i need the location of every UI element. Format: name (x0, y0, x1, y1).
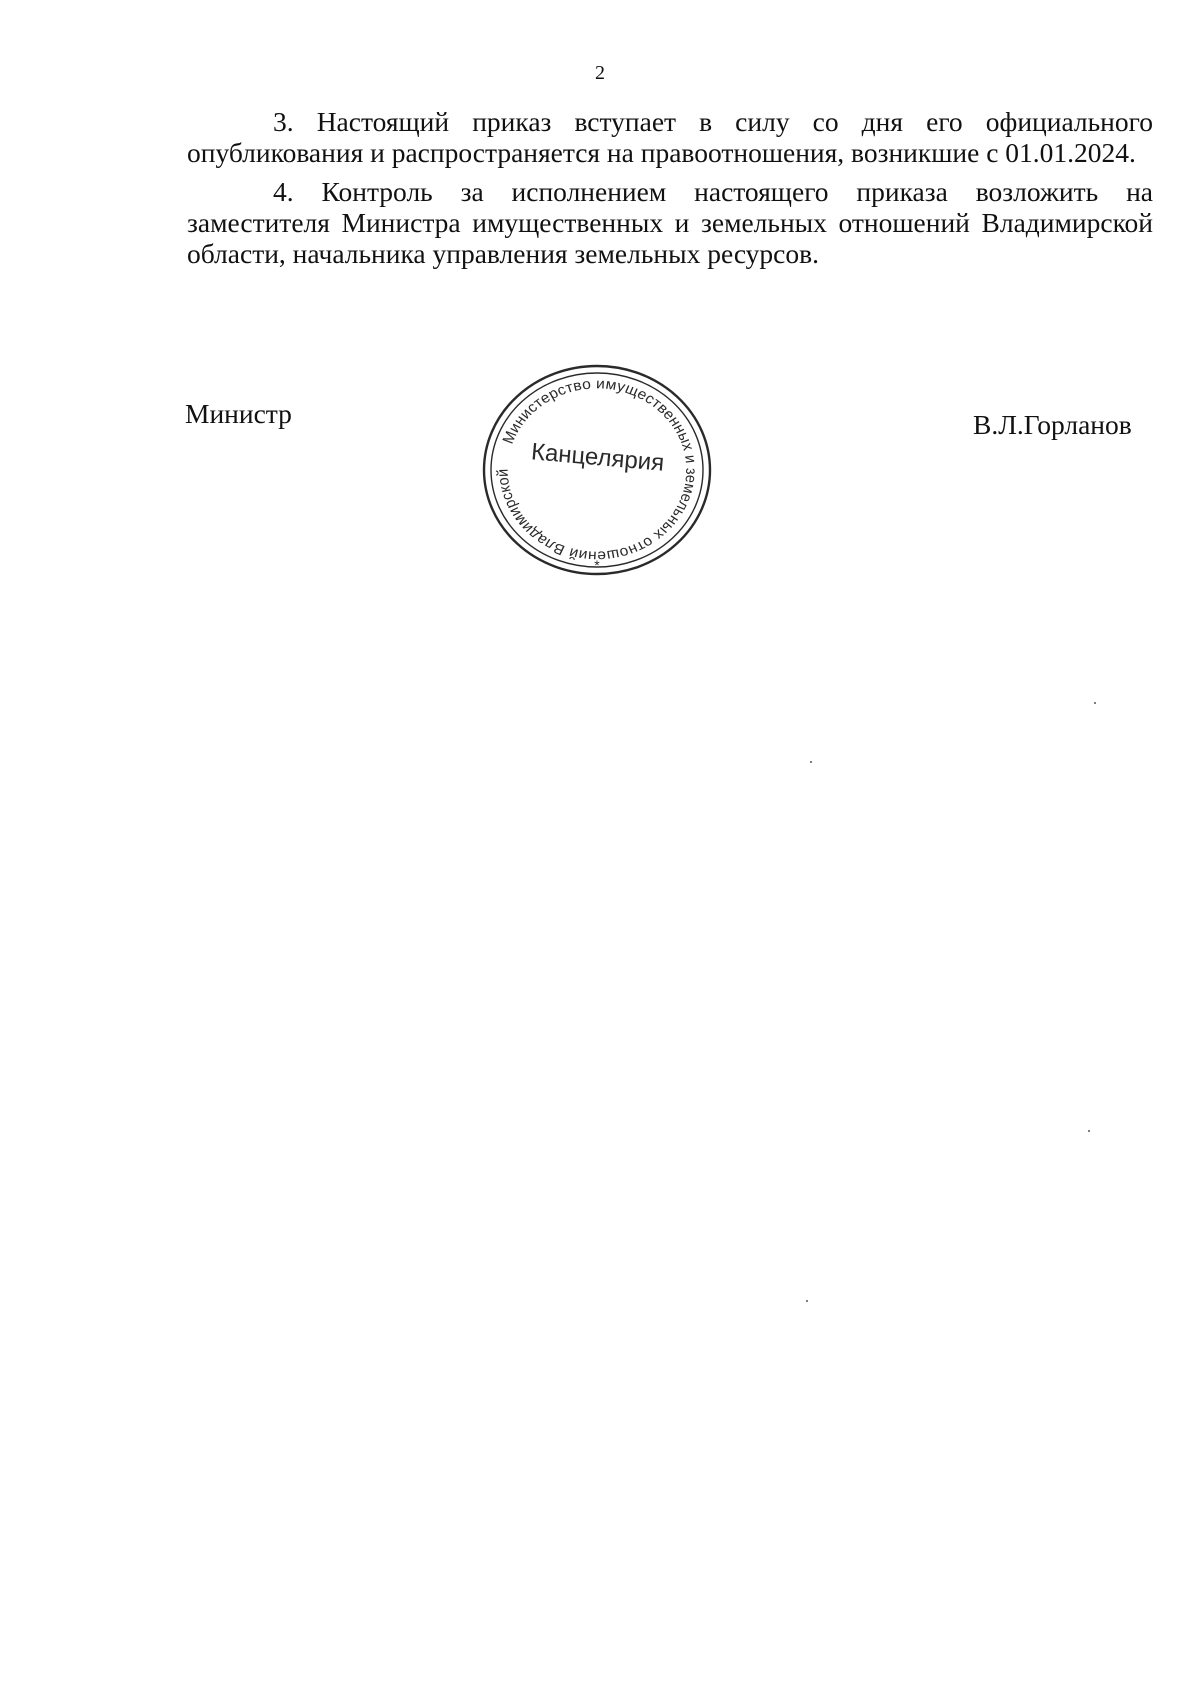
page-number: 2 (595, 62, 605, 84)
paragraph-4: 4. Контроль за исполнением настоящего приказа возложить на заместителя Министра имущественных и земельных отношений Владимирской области, начальника управления земельных ресурсов. (187, 176, 1153, 269)
signatory-name: В.Л.Горланов (973, 409, 1132, 440)
scan-speck (1088, 1130, 1090, 1132)
paragraph-3: 3. Настоящий приказ вступает в силу со дня его официального опубликования и распространяется на правоотношения, возникшие с 01.01.2024. (187, 106, 1153, 168)
scan-speck (1094, 702, 1096, 704)
scan-speck (806, 1300, 808, 1302)
official-stamp (475, 357, 719, 583)
stamp-seal (475, 357, 719, 583)
scan-speck (810, 761, 812, 763)
stamp-separator: * (594, 557, 600, 573)
document-body (187, 106, 1153, 277)
stamp-ring-text: Министерство имущественных и земельных отношений Владимирской (494, 375, 700, 565)
stamp-center-text: Канцелярия (530, 438, 666, 477)
signatory-position: Министр (185, 398, 292, 429)
